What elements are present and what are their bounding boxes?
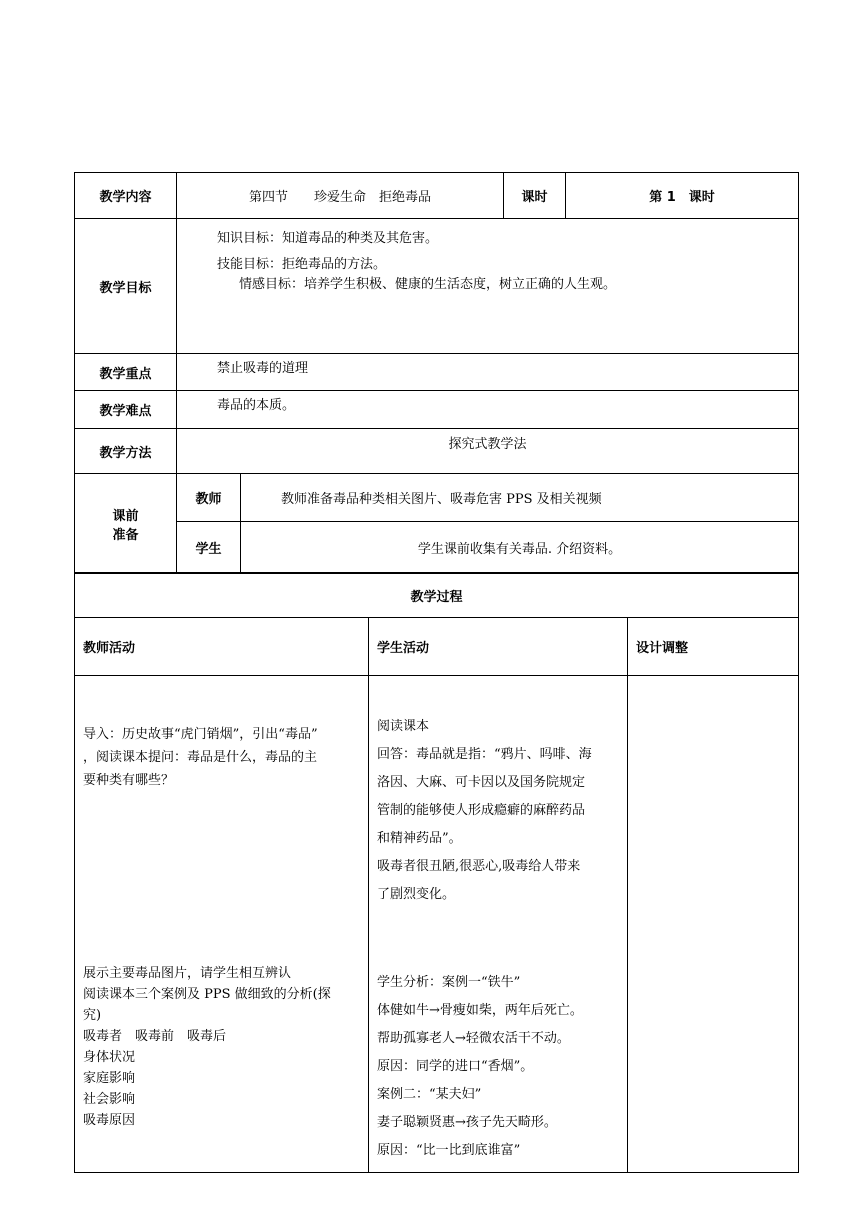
col-student-activity: [369, 618, 628, 676]
col-student-text: 学生活动: [377, 641, 430, 656]
teacher-intro-line: 要种类有哪些？: [83, 773, 175, 788]
key-point-label: 教学重点: [75, 354, 177, 391]
student-reading-line: 洛因、大麻、可卡因以及国务院规定: [377, 775, 586, 790]
teaching-process-table: [74, 572, 799, 1173]
teacher-analysis-line: 身体状况: [83, 1050, 136, 1065]
student-cases: [369, 909, 627, 1165]
preparation-label: [75, 474, 177, 574]
content-label: 教学内容: [75, 173, 177, 219]
teacher-analysis-line: 吸毒者 吸毒前 吸毒后: [83, 1029, 227, 1044]
student-case-line: 原因：“比一比到底谁富”: [377, 1143, 521, 1158]
student-case-line: 妻子聪颖贤惠→孩子先天畸形。: [377, 1115, 557, 1130]
design-adjust-cell: [628, 676, 799, 1173]
objectives-content: [177, 219, 799, 354]
key-point-text: 禁止吸毒的道理: [217, 361, 309, 376]
teacher-analysis-line: 家庭影响: [83, 1071, 136, 1086]
col-design-adjust: [628, 618, 799, 676]
prep-teacher-label: 教师: [177, 474, 241, 522]
col-teacher-activity: [75, 618, 369, 676]
teacher-intro-line: 导入：历史故事“虎门销烟”，引出“毒品”: [83, 727, 318, 742]
difficulty-value: [177, 391, 799, 429]
teacher-analysis-line: 吸毒原因: [83, 1113, 136, 1128]
content-value: 第四节 珍爱生命 拒绝毒品: [177, 173, 504, 219]
student-case-line: 案例二：“某夫妇”: [377, 1087, 482, 1102]
teacher-analysis-line: 社会影响: [83, 1092, 136, 1107]
col-teacher-text: 教师活动: [83, 641, 136, 656]
preparation-label-line1: 课前: [112, 508, 139, 524]
student-case-line: 原因：同学的进口“香烟”。: [377, 1059, 534, 1074]
difficulty-label: 教学难点: [75, 391, 177, 429]
process-title: 教学过程: [75, 573, 799, 618]
student-activity-cell: [369, 676, 628, 1173]
key-point-value: [177, 354, 799, 391]
objective-emotion: 情感目标：培养学生积极、健康的生活态度，树立正确的人生观。: [239, 277, 617, 292]
preparation-label-line2: 准备: [112, 527, 139, 543]
student-reading-line: 阅读课本: [377, 719, 430, 734]
lesson-info-table: [74, 172, 799, 574]
objectives-label: 教学目标: [75, 219, 177, 354]
teacher-analysis: [75, 792, 368, 1131]
method-value: [177, 429, 799, 474]
method-text: 探究式教学法: [448, 437, 527, 452]
teacher-analysis-line: 展示主要毒品图片，请学生相互辨认: [83, 966, 292, 981]
objective-skill: 技能目标：拒绝毒品的方法。: [217, 257, 387, 272]
student-reading-line: 了剧烈变化。: [377, 887, 456, 902]
teacher-intro: [75, 676, 368, 792]
student-reading-line: 和精神药品”。: [377, 831, 462, 846]
method-label: 教学方法: [75, 429, 177, 474]
student-reading-line: 回答：毒品就是指：“鸦片、吗啡、海: [377, 747, 592, 762]
teacher-analysis-line: 阅读课本三个案例及 PPS 做细致的分析(探: [83, 987, 331, 1002]
period-value: 第 1 课时: [566, 173, 799, 219]
teacher-activity-cell: [75, 676, 369, 1173]
student-case-line: 帮助孤寡老人→轻微农活干不动。: [377, 1031, 570, 1046]
teacher-intro-line: ，阅读课本提问：毒品是什么，毒品的主: [83, 750, 318, 765]
student-reading-line: 管制的能够使人形成瘾癖的麻醉药品: [377, 803, 586, 818]
student-case-line: 学生分析：案例一“铁牛”: [377, 975, 521, 990]
prep-student-value: 学生课前收集有关毒品. 介绍资料。: [241, 522, 799, 574]
objective-knowledge: 知识目标：知道毒品的种类及其危害。: [217, 231, 439, 246]
teacher-analysis-line: 究): [83, 1008, 102, 1023]
student-case-line: 体健如牛→骨瘦如柴，两年后死亡。: [377, 1003, 583, 1018]
period-label: 课时: [504, 173, 566, 219]
student-reading-line: 吸毒者很丑陋,很恶心,吸毒给人带来: [377, 859, 581, 874]
difficulty-text: 毒品的本质。: [217, 398, 296, 413]
prep-teacher-text: 教师准备毒品种类相关图片、吸毒危害 PPS 及相关视频: [281, 492, 602, 507]
prep-student-label: 学生: [177, 522, 241, 574]
col-adjust-text: 设计调整: [636, 641, 689, 656]
student-reading: [369, 676, 627, 909]
prep-teacher-value: [241, 474, 799, 522]
